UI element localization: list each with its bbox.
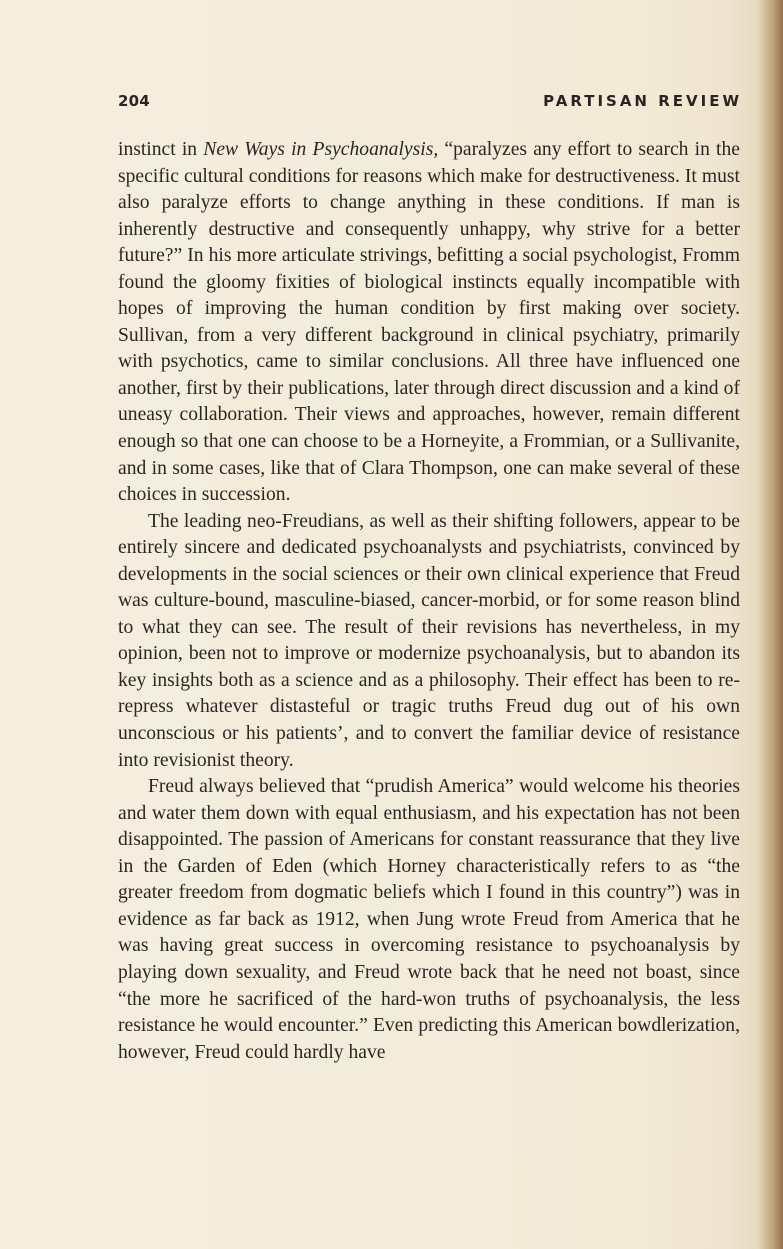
page-number: 204 (118, 92, 150, 110)
body-text (118, 137, 740, 1066)
page-header (118, 92, 742, 116)
paragraph-3: Freud always believed that “prudish America” would welcome his theories and water them down with equal enthusiasm, and his expectation has not been disappointed. The passion of Americans for constant reassurance that they live in the Garden of Eden (which Horney characteristically refers to as “the greater freedom from dogmatic beliefs which I found in this country”) was in evidence as far back as 1912, when Jung wrote Freud from America that he was having great success in overcoming resistance to psychoanalysis by playing down sexuality, and Freud wrote back that he need not boast, since “the more he sacrificed of the hard-won truths of psychoanalysis, the less resistance he would encounter.” Even predicting this American bowdlerization, however, Freud could hardly have (118, 776, 740, 1063)
book-title-italic: New Ways in Psychoanalysis, (203, 139, 439, 160)
paragraph-2: The leading neo-Freudians, as well as their shifting followers, appear to be entirely sincere and dedicated psychoanalysts and psychiatrists, convinced by developments in the social sciences or their own clinical experience that Freud was culture-bound, masculine-biased, cancer-morbid, or for some reason blind to what they can see. The result of their revisions has nevertheless, in my opinion, been not to improve or modernize psychoanalysis, but to abandon its key insights both as a science and as a philosophy. Their effect has been to re-repress whatever distasteful or tragic truths Freud dug out of his own unconscious or his patients’, and to convert the familiar device of resistance into revisionist theory. (118, 510, 740, 771)
paragraph-1-text: “paralyzes any effort to search in the specific cultural conditions for reasons which make for destructiveness. It must also paralyze efforts to change anything in these conditions. If man is inherently destructive and consequently unhappy, why strive for a better future?” In his more articulate strivings, befitting a social psychologist, Fromm found the gloomy fixities of biological instincts equally incompatible with hopes of improving the human condition by first making over society. Sullivan, from a very different background in clinical psychiatry, primarily with psychotics, came to similar conclusions. All three have influenced one another, first by their publications, later through direct discussion and a kind of uneasy collaboration. Their views and approaches, however, remain different enough so that one can choose to be a Horneyite, a Frommian, or a Sullivanite, and in some cases, like that of Clara Thompson, one can make several of these choices in succession. (118, 139, 740, 506)
page-edge-shadow (757, 0, 783, 1249)
paragraph-1 (118, 137, 740, 509)
running-head: PARTISAN REVIEW (543, 92, 742, 110)
paragraph-1-lead: instinct in (118, 139, 204, 160)
